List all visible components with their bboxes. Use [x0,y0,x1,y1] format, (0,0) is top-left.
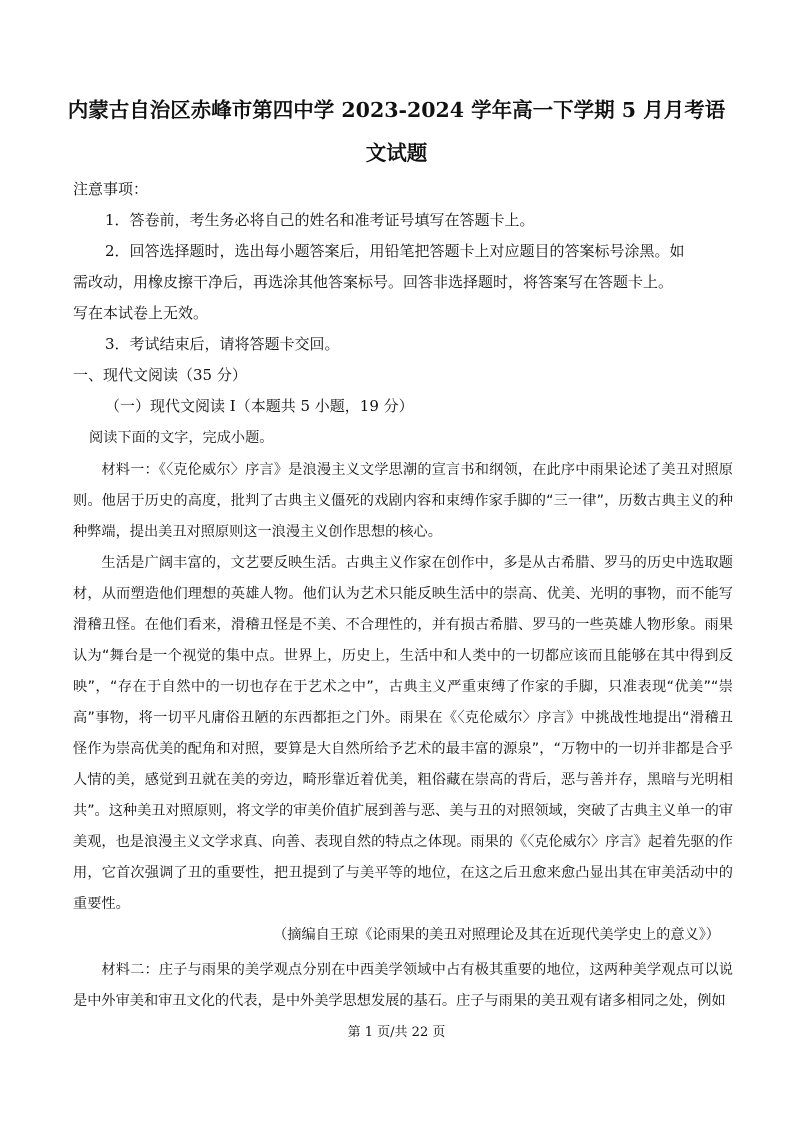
material-1-paragraph: 材料一：《〈克伦威尔〉序言》是浪漫主义文学思潮的宣言书和纲领，在此序中雨果论述了美丑对照原则。他居于历史的高度，批判了古典主义僵死的戏剧内容和束缚作家手脚的“三一律”，历数古典主义的种种弊端，提出美丑对照原则这一浪漫主义创作思想的核心。 [73,462,733,540]
notice-item-2-line1: 2．回答选择题时，选出每小题答案后，用铅笔把答题卡上对应题目的答案标号涂黑。如 [105,242,685,260]
reading-instruction: 阅读下面的文字，完成小题。 [89,430,274,446]
material-1-source: （摘编自王琼《论雨果的美丑对照理论及其在近现代美学史上的意义》） [273,927,720,943]
material-2-paragraph: 材料二：庄子与雨果的美学观点分别在中西美学领域中占有极其重要的地位，这两种美学观点可以说是中外审美和审丑文化的代表，是中外美学思想发展的基石。庄子与雨果的美丑观有诸多相同之处，例如 [73,962,733,1009]
notice-item-2-line2: 需改动，用橡皮擦干净后，再选涂其他答案标号。回答非选择题时，将答案写在答题卡上。 [73,273,674,291]
notice-item-2-line3: 写在本试卷上无效。 [73,304,209,322]
page-footer: 第 1 页/共 22 页 [347,1025,446,1040]
material-1-body-paragraph: 生活是广阔丰富的，文艺要反映生活。古典主义作家在创作中，多是从古希腊、罗马的历史中选取题材，从而塑造他们理想的英雄人物。他们认为艺术只能反映生活中的崇高、优美、光明的事物，而不能写滑稽丑怪。在他们看来，滑稽丑怪是不美、不合理性的，并有损古希腊、罗马的一些英雄人物形象。雨果认为“舞台是一个视觉的集中点。世界上，历史上，生活中和人类中的一切都应该而且能够在其中得到反映”，“存在于自然中的一切也存在于艺术之中”，古典主义严重束缚了作家的手脚，只准表现“优美”“崇高”事物，将一切平凡庸俗丑陋的东西都拒之门外。雨果在《〈克伦威尔〉序言》中挑战性地提出“滑稽丑怪作为崇高优美的配角和对照，要算是大自然所给予艺术的最丰富的源泉”，“万物中的一切并非都是合乎人情的美，感觉到丑就在美的旁边，畸形靠近着优美，粗俗藏在崇高的背后，恶与善并存，黑暗与光明相共”。这种美丑对照原则，将文学的审美价值扩展到善与恶、美与丑的对照领域，突破了古典主义单一的审美观，也是浪漫主义文学求真、向善、表现自然的特点之体现。雨果的《〈克伦威尔〉序言》起着先驱的作用，它首次强调了丑的重要性，把丑提到了与美平等的地位，在这之后丑愈来愈凸显出其在审美活动中的重要性。 [73,555,733,912]
subsection-heading: （一）现代文阅读 I（本题共 5 小题，19 分） [105,397,414,415]
exam-title-line1: 内蒙古自治区赤峰市第四中学 2023-2024 学年高一下学期 5 月月考语 [67,98,726,122]
notice-item-1: 1．答卷前，考生务必将自己的姓名和准考证号填写在答题卡上。 [105,211,535,229]
section-heading: 一、现代文阅读（35 分） [73,366,247,384]
exam-title-line2: 文试题 [365,141,428,165]
notice-heading: 注意事项： [73,180,149,198]
notice-item-3: 3．考试结束后，请将答题卡交回。 [105,335,340,353]
